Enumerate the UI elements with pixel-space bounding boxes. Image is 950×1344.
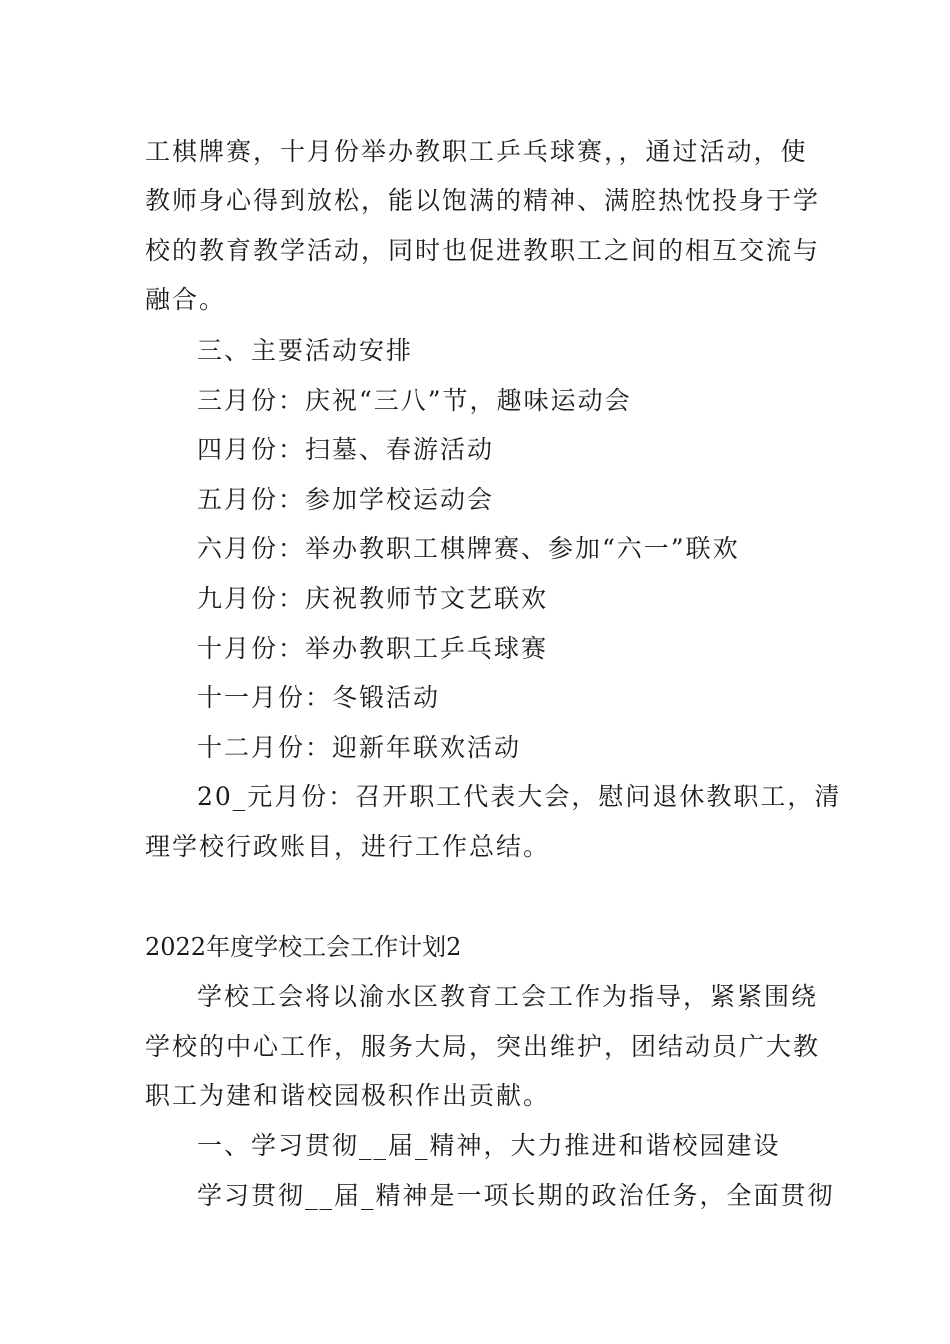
- paragraph-line: 学习贯彻__届_精神是一项长期的政治任务，全面贯彻: [197, 1181, 835, 1210]
- section-heading: 一、学习贯彻__届_精神，大力推进和谐校园建设: [197, 1131, 781, 1160]
- schedule-item: 三月份：庆祝“三八”节，趣味运动会: [197, 386, 632, 415]
- paragraph-line: 20_元月份：召开职工代表大会，慰问退休教职工，清: [197, 782, 842, 811]
- schedule-item: 十一月份：冬锻活动: [197, 683, 441, 712]
- paragraph-line: 教师身心得到放松，能以饱满的精神、满腔热忱投身于学: [145, 186, 821, 215]
- paragraph-line: 学校的中心工作，服务大局，突出维护，团结动员广大教: [145, 1032, 821, 1061]
- schedule-item: 十月份：举办教职工乒乓球赛: [197, 634, 549, 663]
- section-heading: 三、主要活动安排: [197, 336, 414, 365]
- document-title: 2022年度学校工会工作计划2: [145, 933, 462, 961]
- schedule-item: 四月份：扫墓、春游活动: [197, 435, 495, 464]
- schedule-item: 六月份：举办教职工棋牌赛、参加“六一”联欢: [197, 534, 740, 563]
- schedule-item: 五月份：参加学校运动会: [197, 485, 495, 514]
- paragraph-line: 融合。: [145, 285, 227, 314]
- paragraph-line: 理学校行政账目，进行工作总结。: [145, 832, 551, 861]
- paragraph-line: 工棋牌赛，十月份举办教职工乒乓球赛，，通过活动，使: [145, 137, 808, 166]
- schedule-item: 九月份：庆祝教师节文艺联欢: [197, 584, 549, 613]
- paragraph-line: 学校工会将以渝水区教育工会工作为指导，紧紧围绕: [197, 982, 819, 1011]
- paragraph-line: 校的教育教学活动，同时也促进教职工之间的相互交流与: [145, 236, 821, 265]
- paragraph-line: 职工为建和谐校园极积作出贡献。: [145, 1081, 551, 1110]
- schedule-item: 十二月份：迎新年联欢活动: [197, 733, 522, 762]
